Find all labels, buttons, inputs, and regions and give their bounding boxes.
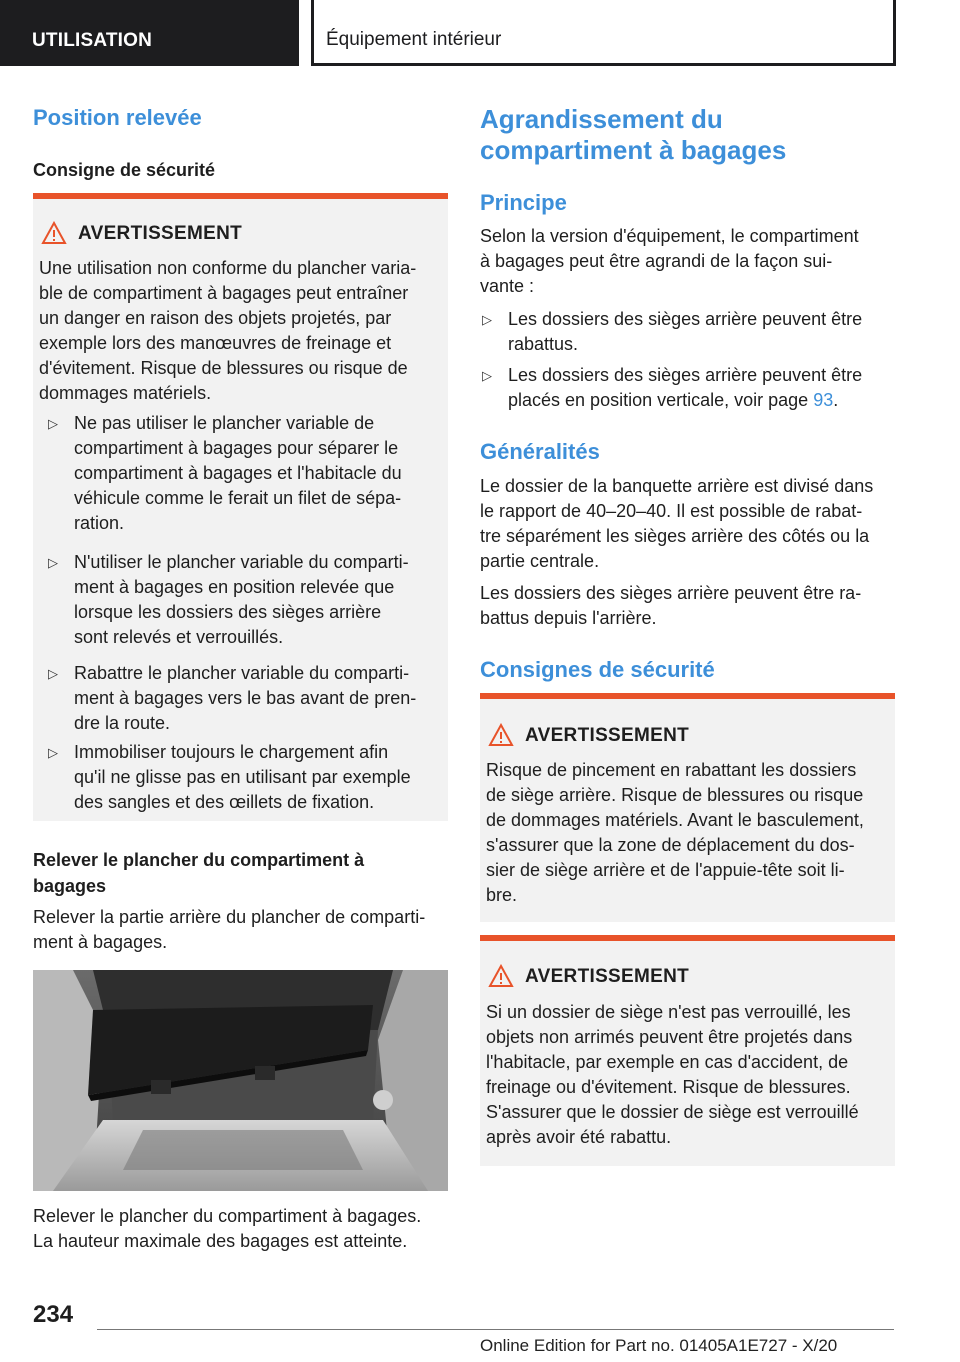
trunk-floor-photo bbox=[33, 970, 448, 1191]
chapter-label: Équipement intérieur bbox=[326, 29, 502, 50]
bullet-triangle-icon: ▷ bbox=[482, 368, 492, 383]
photo-caption: Relever le plancher du compartiment à bagages. La hauteur maximale des bagages est atteinte. bbox=[33, 1206, 422, 1251]
warning-box-left: AVERTISSEMENT Une utilisation non conforme du plancher varia- ble de compartiment à bagages peut entraîner un danger en raison des objets projetés, par exemple lors des manœuvres de freinage et d'évitement. Risque de blessures ou risque de dommages matériels. ▷ Ne pas utiliser le plancher variable de compartiment à bagages pour séparer le compartiment à bagages et l'habitacle du véhicule comme le ferait un filet de sépa- ration. ▷ N'utiliser le plancher variable du comparti- ment à bagages en position relevée que lorsque les dossiers des sièges arrière sont relevés et verrouillés. ▷ Rabattre le plancher variable du comparti- ment à bagages vers le bas avant de pren- dre la route. ▷ Immobiliser toujours le chargement afin qu'il ne glisse pas en utilisant par exemple des sangles et des œillets de fixation. bbox=[33, 193, 448, 821]
general-heading: Généralités bbox=[480, 439, 600, 464]
warning-title: AVERTISSEMENT bbox=[78, 223, 243, 244]
chapter-tab bbox=[311, 0, 896, 66]
section-tab bbox=[0, 0, 299, 66]
warning-triangle-icon bbox=[41, 221, 67, 245]
warning-triangle-icon bbox=[488, 964, 514, 988]
principle-heading: Principe bbox=[480, 190, 567, 215]
section-heading-position-relevee: Position relevée bbox=[33, 105, 202, 130]
warning-title: AVERTISSEMENT bbox=[525, 966, 690, 987]
bullet-triangle-icon: ▷ bbox=[48, 666, 58, 681]
trunk-illustration bbox=[33, 970, 448, 1191]
warning-triangle-icon bbox=[488, 723, 514, 747]
bullet-triangle-icon: ▷ bbox=[482, 312, 492, 327]
warning-text: Risque de pincement en rabattant les dossiers de siège arrière. Risque de blessures ou risque de dommages matériels. Avant le basculement, s'assurer que la zone de déplacement du dos- sier de siège arrière et de l'appuie-tête soit li- bre. bbox=[486, 760, 864, 905]
bullet-triangle-icon: ▷ bbox=[48, 416, 58, 431]
footer-divider bbox=[97, 1329, 894, 1330]
bullet-triangle-icon: ▷ bbox=[48, 745, 58, 760]
principle-text: Selon la version d'équipement, le compartiment à bagages peut être agrandi de la façon sui- vante : bbox=[480, 226, 859, 296]
raise-floor-heading: Relever le plancher du compartiment à bagages bbox=[33, 850, 365, 896]
safety-subheading: Consigne de sécurité bbox=[33, 160, 216, 180]
page-number: 234 bbox=[33, 1301, 74, 1328]
raise-floor-text: Relever la partie arrière du plancher de comparti- ment à bagages. bbox=[33, 907, 426, 952]
warning-box-right-1 bbox=[480, 693, 895, 922]
warning-title: AVERTISSEMENT bbox=[525, 725, 690, 746]
general-paragraph-2: Les dossiers des sièges arrière peuvent être ra- battus depuis l'arrière. bbox=[480, 583, 862, 628]
section-label: UTILISATION bbox=[32, 30, 153, 51]
edition-note: Online Edition for Part no. 01405A1E727 - X/20 bbox=[480, 1336, 838, 1355]
safety-heading: Consignes de sécurité bbox=[480, 657, 715, 682]
general-paragraph-1: Le dossier de la banquette arrière est divisé dans le rapport de 40–20–40. Il est possible de rabat- tre séparément les sièges arrière des côtés ou la partie centrale. bbox=[480, 476, 874, 571]
section-heading-enlargement: Agrandissement du compartiment à bagages bbox=[480, 104, 787, 165]
warning-intro: Une utilisation non conforme du plancher varia- ble de compartiment à bagages peut entraîner un danger en raison des objets projetés, par exemple lors des manœuvres de freinage et d'évitement. Risque de blessures ou risque de dommages matériels. bbox=[39, 258, 417, 403]
page-reference-link[interactable]: 93 bbox=[813, 390, 834, 410]
warning-text: Si un dossier de siège n'est pas verrouillé, les objets non arrimés peuvent être projetés dans l'habitacle, par exemple en cas d'accident, de freinage ou d'évitement. Risque de blessures. S'assurer que le dossier de siège est verrouillé après avoir été rabattu. bbox=[486, 1002, 859, 1147]
warning-box-right-2 bbox=[480, 935, 895, 1166]
bullet-triangle-icon: ▷ bbox=[48, 555, 58, 570]
